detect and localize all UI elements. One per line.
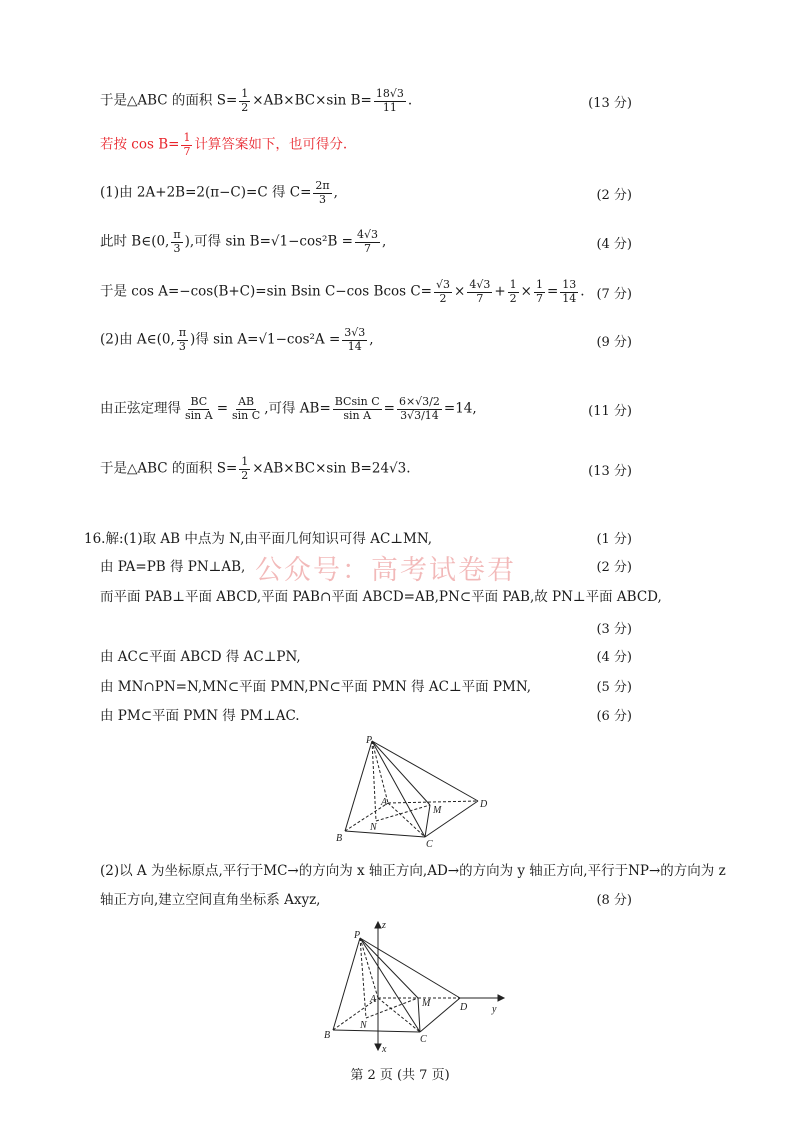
- solution-line: [100, 638, 716, 672]
- coordinate-figure: [318, 920, 508, 1055]
- text: ,: [369, 331, 374, 348]
- label-d: D: [460, 1002, 468, 1013]
- text: ×AB×BC×sin B=24√3.: [252, 460, 411, 477]
- page-footer: 第 2 页 (共 7 页): [350, 1068, 450, 1083]
- fraction: $\frac{4√3}{7}$: [469, 277, 491, 305]
- fraction: $\frac{√3}{2}$: [436, 277, 451, 305]
- score: (9 分): [596, 334, 632, 350]
- text: 16.解:(1)取 AB 中点为 N,由平面几何知识可得 AC⊥MN,: [84, 531, 433, 547]
- text: 于是△ABC 的面积 S=: [100, 92, 238, 109]
- text: ,: [333, 184, 338, 201]
- score: (4 分): [596, 236, 632, 252]
- score: (13 分): [588, 95, 632, 111]
- fraction: $\frac{\pi}{3}$: [178, 325, 187, 353]
- fraction: $\frac{2\pi}{3}$: [315, 178, 330, 206]
- axis-x-label: x: [382, 1044, 387, 1055]
- text: (2)以 A 为坐标原点,平行于MC→的方向为 x 轴正方向,AD→的方向为 y 轴正方向,平行于NP→的方向为 z: [100, 863, 726, 879]
- fraction: $\frac{1}{2}$: [509, 277, 517, 305]
- axis-y-label: y: [492, 1004, 497, 1015]
- fraction: $\frac{AB}{\text{sin C}}$: [232, 394, 261, 422]
- fraction: $\frac{4√3}{7}$: [356, 227, 378, 255]
- text: 由 PM⊂平面 PMN 得 PM⊥AC.: [100, 708, 300, 724]
- score: (4 分): [596, 649, 632, 665]
- text: ),可得 sin B=√1−cos²B =: [184, 233, 353, 250]
- solution-line: 于是 cos A=−cos(B+C)=sin Bsin C−cos Bcos C= $\frac{√3}{2}$ × $\frac{4√3}{7}$ + $\frac{1}{2}$ × $\frac{1}{7}$ = $\frac{13}{14}$ . (7 分): [100, 277, 632, 305]
- label-m: M: [422, 998, 431, 1009]
- score: (5 分): [596, 679, 632, 695]
- label-c: C: [426, 839, 433, 850]
- solution-line: [100, 452, 716, 486]
- score: (3 分): [596, 621, 632, 637]
- fraction: $\frac{1}{7}$: [535, 277, 543, 305]
- fraction: $\frac{\text{BCsin C}}{\text{sin A}}$: [334, 394, 380, 422]
- fraction: $\frac{1}{7}$: [183, 130, 191, 158]
- score: (2 分): [596, 187, 632, 203]
- text: 若按 cos B=: [100, 136, 180, 153]
- label-p: P: [354, 930, 361, 941]
- label-d: D: [480, 799, 488, 810]
- fraction: $\frac{1}{2}$: [241, 454, 249, 482]
- score: (6 分): [596, 708, 632, 724]
- text: 于是△ABC 的面积 S=: [100, 460, 238, 477]
- fraction: $\frac{\pi}{3}$: [173, 227, 181, 255]
- solution-line-area: 于是△ABC 的面积 S= $\frac{1}{2}$ ×AB×BC×sin B= $\frac{18√3}{11}$ . (13 分): [100, 86, 632, 114]
- label-p: P: [366, 735, 373, 746]
- score: (11 分): [588, 403, 632, 419]
- note-line: [100, 128, 716, 162]
- fraction: $\frac{6\times√3/2}{3√3/14}$: [398, 394, 440, 422]
- solution-line: [100, 697, 716, 731]
- score: (8 分): [596, 892, 632, 908]
- watermark: 公众号：高考试卷君: [255, 555, 516, 586]
- text: ×AB×BC×sin B=: [252, 92, 372, 109]
- text: 由 PA=PB 得 PN⊥AB,: [100, 559, 246, 575]
- fraction: $\frac{3√3}{14}$: [344, 325, 366, 353]
- label-n: N: [360, 1020, 367, 1031]
- solution-line: [100, 881, 716, 915]
- score: (7 分): [596, 286, 632, 302]
- text: 由 MN∩PN=N,MN⊂平面 PMN,PN⊂平面 PMN 得 AC⊥平面 PMN,: [100, 679, 532, 695]
- text: 而平面 PAB⊥平面 ABCD,平面 PAB∩平面 ABCD=AB,PN⊂平面 PAB,故 PN⊥平面 ABCD,: [100, 589, 662, 605]
- label-a: A: [370, 994, 377, 1005]
- solution-line: 由正弦定理得 $\frac{BC}{\text{sin A}}$ = $\frac{AB}{\text{sin C}}$ ,可得 AB= $\frac{\text{BCsin C}}{\text{sin A}}$ = $\frac{6\times√3/2}{3√3/14}$ =14, (11 分): [100, 394, 632, 422]
- text: 由 AC⊂平面 ABCD 得 AC⊥PN,: [100, 649, 301, 665]
- text: 由正弦定理得: [100, 400, 181, 417]
- text: 轴正方向,建立空间直角坐标系 Axyz,: [100, 892, 321, 908]
- label-b: B: [324, 1030, 331, 1041]
- text: 此时 B∈(0,: [100, 233, 170, 250]
- text: ,: [381, 233, 387, 250]
- score: (1 分): [596, 531, 632, 547]
- label-m: M: [433, 805, 442, 816]
- solution-line: [100, 578, 716, 612]
- score: (13 分): [588, 463, 632, 479]
- text: ,可得 AB=: [264, 400, 331, 417]
- text: (1)由 2A+2B=2(π−C)=C 得 C=: [100, 184, 312, 201]
- text: 计算答案如下，也可得分.: [194, 136, 348, 153]
- fraction: $\frac{1}{2}$: [241, 86, 249, 114]
- fraction: $\frac{18√3}{11}$: [375, 86, 404, 114]
- solution-line: [100, 323, 716, 357]
- solution-line: [100, 176, 716, 210]
- fraction: $\frac{BC}{\text{sin A}}$: [185, 394, 213, 422]
- text: =14,: [443, 400, 477, 417]
- fraction: $\frac{13}{14}$: [562, 277, 577, 305]
- text: 于是 cos A=−cos(B+C)=sin Bsin C−cos Bcos C=: [100, 283, 432, 300]
- label-a: A: [381, 797, 388, 808]
- pyramid-figure: [330, 733, 500, 853]
- axis-z-label: z: [382, 920, 386, 931]
- solution-line: [100, 225, 716, 259]
- label-b: B: [336, 833, 343, 844]
- score: (2 分): [596, 559, 632, 575]
- label-n: N: [370, 822, 377, 833]
- text: (2)由 A∈(0,: [100, 331, 175, 348]
- label-c: C: [420, 1034, 427, 1045]
- text: )得 sin A=√1−cos²A =: [190, 331, 341, 348]
